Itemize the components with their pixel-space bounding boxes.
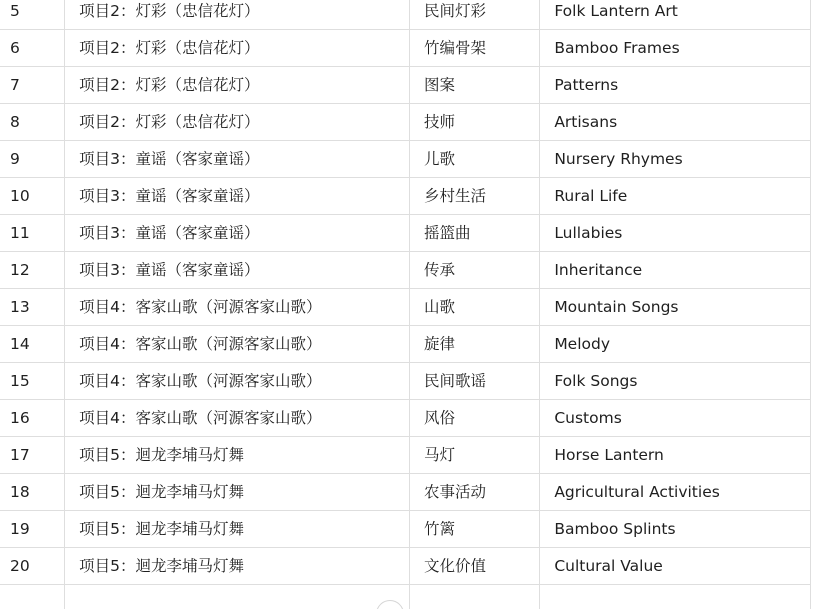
cell-project[interactable]: 项目5：迴龙李埔马灯舞: [65, 437, 410, 474]
cell-keyword-zh[interactable]: 摇篮曲: [410, 215, 540, 252]
cell-project[interactable]: 项目2：灯彩（忠信花灯）: [65, 30, 410, 67]
empty-cell[interactable]: [65, 585, 410, 609]
cell-project[interactable]: 项目2：灯彩（忠信花灯）: [65, 104, 410, 141]
cell-keyword-en[interactable]: Customs: [540, 400, 811, 437]
cell-index[interactable]: 14: [0, 326, 65, 363]
cell-index[interactable]: 17: [0, 437, 65, 474]
cell-keyword-zh[interactable]: 技师: [410, 104, 540, 141]
cell-keyword-en[interactable]: Mountain Songs: [540, 289, 811, 326]
cell-keyword-zh[interactable]: 山歌: [410, 289, 540, 326]
cell-index[interactable]: 5: [0, 0, 65, 30]
table-row[interactable]: [0, 0, 811, 30]
cell-keyword-zh[interactable]: 风俗: [410, 400, 540, 437]
cell-keyword-en[interactable]: Melody: [540, 326, 811, 363]
cell-keyword-en[interactable]: Nursery Rhymes: [540, 141, 811, 178]
cell-project[interactable]: 项目4：客家山歌（河源客家山歌）: [65, 289, 410, 326]
cell-keyword-zh[interactable]: 竹篱: [410, 511, 540, 548]
cell-keyword-zh[interactable]: 乡村生活: [410, 178, 540, 215]
cell-index[interactable]: 7: [0, 67, 65, 104]
cell-project[interactable]: 项目5：迴龙李埔马灯舞: [65, 511, 410, 548]
table-row[interactable]: [0, 104, 811, 141]
table-row[interactable]: [0, 548, 811, 585]
cell-keyword-zh[interactable]: 文化价值: [410, 548, 540, 585]
table-row[interactable]: [0, 178, 811, 215]
cell-keyword-en[interactable]: Horse Lantern: [540, 437, 811, 474]
table-row[interactable]: [0, 30, 811, 67]
cell-project[interactable]: 项目3：童谣（客家童谣）: [65, 141, 410, 178]
cell-project[interactable]: 项目5：迴龙李埔马灯舞: [65, 474, 410, 511]
cell-index[interactable]: 19: [0, 511, 65, 548]
cell-index[interactable]: 16: [0, 400, 65, 437]
cell-project[interactable]: 项目3：童谣（客家童谣）: [65, 178, 410, 215]
table-row[interactable]: [0, 215, 811, 252]
table-row[interactable]: [0, 363, 811, 400]
cell-keyword-en[interactable]: Cultural Value: [540, 548, 811, 585]
cell-keyword-en[interactable]: Bamboo Frames: [540, 30, 811, 67]
cell-keyword-en[interactable]: Folk Songs: [540, 363, 811, 400]
table-row[interactable]: [0, 511, 811, 548]
empty-cell[interactable]: [0, 585, 65, 609]
cell-project[interactable]: 项目2：灯彩（忠信花灯）: [65, 67, 410, 104]
cell-index[interactable]: 6: [0, 30, 65, 67]
cell-keyword-zh[interactable]: 图案: [410, 67, 540, 104]
cell-index[interactable]: 10: [0, 178, 65, 215]
table-row[interactable]: [0, 400, 811, 437]
table-row[interactable]: [0, 474, 811, 511]
cell-keyword-en[interactable]: Bamboo Splints: [540, 511, 811, 548]
cell-index[interactable]: 18: [0, 474, 65, 511]
cell-index[interactable]: 11: [0, 215, 65, 252]
cell-index[interactable]: 9: [0, 141, 65, 178]
table-row[interactable]: [0, 326, 811, 363]
cell-project[interactable]: 项目4：客家山歌（河源客家山歌）: [65, 400, 410, 437]
cell-project[interactable]: 项目3：童谣（客家童谣）: [65, 252, 410, 289]
cell-keyword-zh[interactable]: 旋律: [410, 326, 540, 363]
cell-project[interactable]: 项目5：迴龙李埔马灯舞: [65, 548, 410, 585]
cell-keyword-zh[interactable]: 农事活动: [410, 474, 540, 511]
cell-keyword-en[interactable]: Patterns: [540, 67, 811, 104]
cell-keyword-en[interactable]: Artisans: [540, 104, 811, 141]
table-row[interactable]: [0, 252, 811, 289]
cell-keyword-zh[interactable]: 竹编骨架: [410, 30, 540, 67]
cell-keyword-zh[interactable]: 民间歌谣: [410, 363, 540, 400]
empty-cell[interactable]: [540, 585, 811, 609]
cell-keyword-en[interactable]: Folk Lantern Art: [540, 0, 811, 30]
cell-project[interactable]: 项目3：童谣（客家童谣）: [65, 215, 410, 252]
empty-table-row[interactable]: [0, 585, 811, 609]
cell-keyword-zh[interactable]: 儿歌: [410, 141, 540, 178]
table-row[interactable]: [0, 141, 811, 178]
cell-index[interactable]: 8: [0, 104, 65, 141]
cell-index[interactable]: 15: [0, 363, 65, 400]
cell-keyword-en[interactable]: Agricultural Activities: [540, 474, 811, 511]
cell-keyword-zh[interactable]: 马灯: [410, 437, 540, 474]
table-row[interactable]: [0, 67, 811, 104]
cell-keyword-zh[interactable]: 民间灯彩: [410, 0, 540, 30]
empty-cell[interactable]: [410, 585, 540, 609]
cell-keyword-en[interactable]: Inheritance: [540, 252, 811, 289]
table-row[interactable]: [0, 437, 811, 474]
cell-index[interactable]: 12: [0, 252, 65, 289]
cell-keyword-zh[interactable]: 传承: [410, 252, 540, 289]
cell-project[interactable]: 项目4：客家山歌（河源客家山歌）: [65, 326, 410, 363]
table-row[interactable]: [0, 289, 811, 326]
cell-project[interactable]: 项目4：客家山歌（河源客家山歌）: [65, 363, 410, 400]
cell-keyword-en[interactable]: Lullabies: [540, 215, 811, 252]
cell-project[interactable]: 项目2：灯彩（忠信花灯）: [65, 0, 410, 30]
cell-index[interactable]: 20: [0, 548, 65, 585]
cell-index[interactable]: 13: [0, 289, 65, 326]
cell-keyword-en[interactable]: Rural Life: [540, 178, 811, 215]
